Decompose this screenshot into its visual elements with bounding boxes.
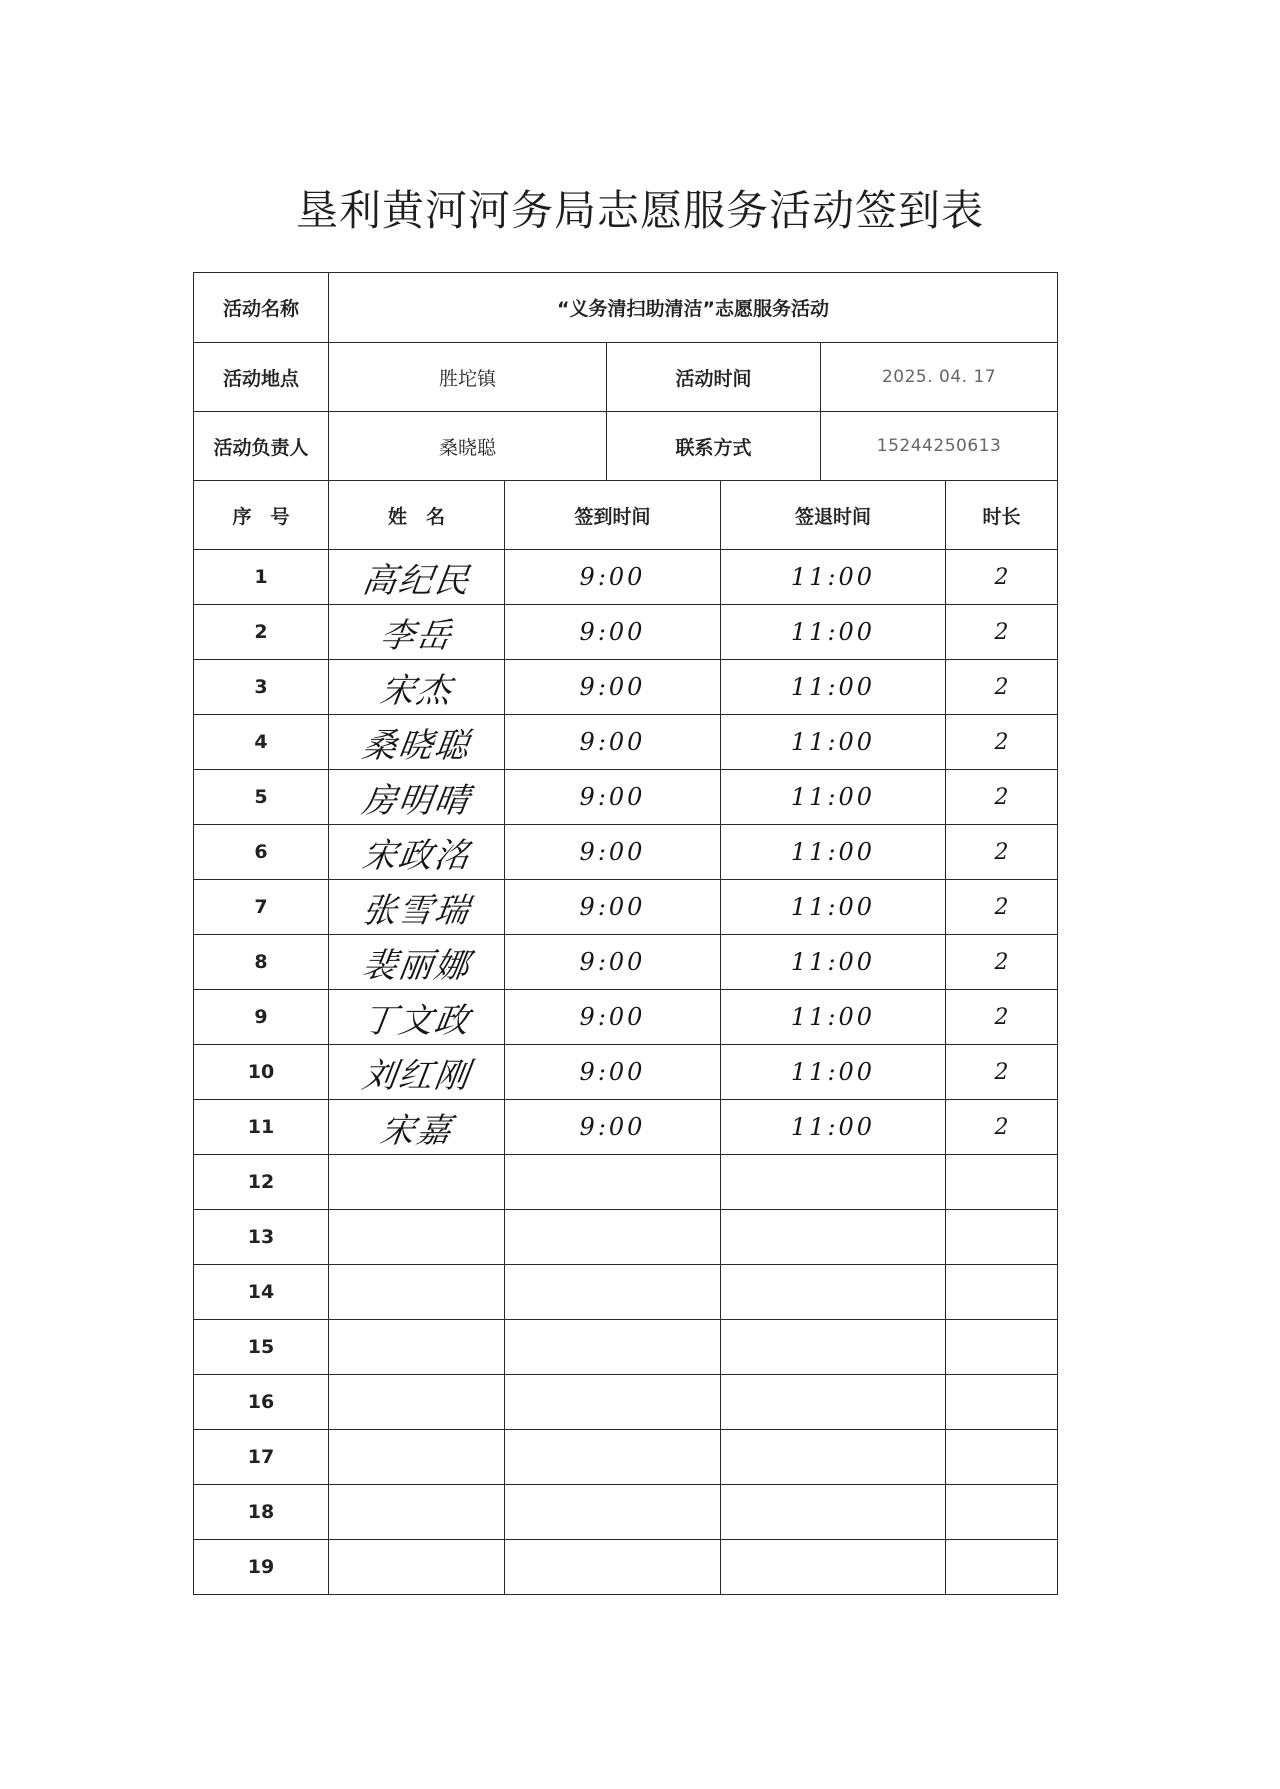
table-row <box>194 1265 1058 1320</box>
signout-time-cell-handwriting: 11:00 <box>790 838 876 866</box>
signin-time-cell <box>505 880 721 935</box>
table-row <box>194 1210 1058 1265</box>
seq-cell: 19 <box>194 1540 329 1595</box>
signin-time-cell <box>505 1210 721 1265</box>
leader-value: 桑晓聪 <box>329 412 607 481</box>
seq-cell: 16 <box>194 1375 329 1430</box>
signout-time-cell <box>721 1045 946 1100</box>
signin-time-cell <box>505 605 721 660</box>
column-header-row <box>194 481 1058 550</box>
signout-time-cell <box>721 770 946 825</box>
duration-cell <box>946 1210 1058 1265</box>
table-row <box>194 1485 1058 1540</box>
seq-cell: 7 <box>194 880 329 935</box>
signout-time-cell-handwriting: 11:00 <box>790 1003 876 1031</box>
table-row <box>194 935 1058 990</box>
signout-time-cell-handwriting: 11:00 <box>790 1113 876 1141</box>
duration-cell-handwriting: 2 <box>994 894 1009 920</box>
signout-time-cell <box>721 935 946 990</box>
signin-time-cell <box>505 935 721 990</box>
signin-time-cell-handwriting: 9:00 <box>579 893 646 921</box>
signout-time-cell <box>721 825 946 880</box>
name-cell <box>329 1485 505 1540</box>
activity-name-label: 活动名称 <box>194 273 329 343</box>
duration-cell-handwriting: 2 <box>994 784 1009 810</box>
table-row <box>194 1155 1058 1210</box>
seq-cell: 18 <box>194 1485 329 1540</box>
signout-time-cell <box>721 715 946 770</box>
signin-time-cell <box>505 660 721 715</box>
signout-time-cell-handwriting: 11:00 <box>790 728 876 756</box>
signout-time-cell <box>721 990 946 1045</box>
seq-cell: 3 <box>194 660 329 715</box>
signin-time-cell-handwriting: 9:00 <box>579 948 646 976</box>
signin-time-cell <box>505 1155 721 1210</box>
duration-cell-handwriting: 2 <box>994 839 1009 865</box>
activity-time-label: 活动时间 <box>607 343 821 412</box>
duration-cell <box>946 550 1058 605</box>
table-row <box>194 770 1058 825</box>
signin-time-cell-handwriting: 9:00 <box>579 618 646 646</box>
duration-cell <box>946 1430 1058 1485</box>
signin-time-cell-handwriting: 9:00 <box>579 673 646 701</box>
name-cell-handwriting: 宋杰 <box>377 670 455 711</box>
seq-cell: 8 <box>194 935 329 990</box>
signout-time-cell <box>721 1210 946 1265</box>
duration-cell-handwriting: 2 <box>994 1114 1009 1140</box>
activity-name-value: “义务清扫助清洁”志愿服务活动 <box>329 273 1058 343</box>
signout-time-cell-handwriting: 11:00 <box>790 673 876 701</box>
signout-time-cell <box>721 1540 946 1595</box>
signin-time-cell <box>505 1485 721 1540</box>
signout-time-cell-handwriting: 11:00 <box>790 893 876 921</box>
signout-time-cell-handwriting: 11:00 <box>790 618 876 646</box>
contact-value: 15244250613 <box>821 412 1058 481</box>
duration-cell <box>946 1540 1058 1595</box>
signout-time-cell <box>721 1155 946 1210</box>
duration-cell <box>946 1045 1058 1100</box>
name-cell <box>329 825 505 880</box>
signin-time-cell <box>505 550 721 605</box>
duration-cell-handwriting: 2 <box>994 564 1009 590</box>
table-row <box>194 1045 1058 1100</box>
table-row <box>194 660 1058 715</box>
name-cell-handwriting: 张雪瑞 <box>359 890 473 931</box>
duration-cell <box>946 715 1058 770</box>
duration-cell <box>946 1100 1058 1155</box>
name-cell-handwriting: 宋政洺 <box>359 835 473 876</box>
name-cell <box>329 1210 505 1265</box>
signin-time-cell <box>505 990 721 1045</box>
seq-cell: 10 <box>194 1045 329 1100</box>
duration-cell-handwriting: 2 <box>994 619 1009 645</box>
duration-cell <box>946 660 1058 715</box>
name-cell-handwriting: 宋嘉 <box>377 1110 455 1151</box>
leader-contact-row <box>194 412 1058 481</box>
duration-header: 时长 <box>946 481 1058 550</box>
table-row <box>194 1320 1058 1375</box>
table-row <box>194 550 1058 605</box>
seq-header: 序 号 <box>194 481 329 550</box>
name-cell <box>329 605 505 660</box>
name-cell <box>329 1155 505 1210</box>
signout-time-cell <box>721 660 946 715</box>
seq-cell: 5 <box>194 770 329 825</box>
signout-time-cell <box>721 1100 946 1155</box>
duration-cell <box>946 1320 1058 1375</box>
seq-cell: 15 <box>194 1320 329 1375</box>
duration-cell <box>946 990 1058 1045</box>
signout-time-cell <box>721 1375 946 1430</box>
signin-time-cell-handwriting: 9:00 <box>579 783 646 811</box>
signout-time-cell <box>721 605 946 660</box>
table-row <box>194 715 1058 770</box>
location-label: 活动地点 <box>194 343 329 412</box>
name-cell <box>329 660 505 715</box>
signout-time-cell-handwriting: 11:00 <box>790 1058 876 1086</box>
name-cell-handwriting: 桑晓聪 <box>359 725 473 766</box>
name-cell <box>329 1100 505 1155</box>
signout-time-cell <box>721 1485 946 1540</box>
signin-time-cell-handwriting: 9:00 <box>579 728 646 756</box>
name-cell <box>329 550 505 605</box>
seq-cell: 11 <box>194 1100 329 1155</box>
location-value: 胜坨镇 <box>329 343 607 412</box>
name-cell-handwriting: 高纪民 <box>359 560 473 601</box>
seq-cell: 2 <box>194 605 329 660</box>
signin-time-cell <box>505 715 721 770</box>
table-row <box>194 990 1058 1045</box>
signin-time-cell <box>505 1320 721 1375</box>
location-time-row <box>194 343 1058 412</box>
seq-cell: 14 <box>194 1265 329 1320</box>
duration-cell <box>946 880 1058 935</box>
duration-cell <box>946 1265 1058 1320</box>
signin-time-cell-handwriting: 9:00 <box>579 1058 646 1086</box>
name-cell <box>329 880 505 935</box>
name-cell-handwriting: 丁文政 <box>359 1000 473 1041</box>
name-cell <box>329 770 505 825</box>
duration-cell <box>946 1155 1058 1210</box>
table-row <box>194 1540 1058 1595</box>
name-cell <box>329 1320 505 1375</box>
table-row <box>194 1430 1058 1485</box>
signout-time-cell <box>721 550 946 605</box>
contact-label: 联系方式 <box>607 412 821 481</box>
name-cell-handwriting: 刘红刚 <box>359 1055 473 1096</box>
duration-cell-handwriting: 2 <box>994 949 1009 975</box>
name-cell <box>329 1430 505 1485</box>
duration-cell-handwriting: 2 <box>994 729 1009 755</box>
name-cell-handwriting: 房明晴 <box>359 780 473 821</box>
signin-sheet-table <box>193 272 1058 1595</box>
table-row <box>194 1100 1058 1155</box>
seq-cell: 4 <box>194 715 329 770</box>
name-cell <box>329 1540 505 1595</box>
table-row <box>194 880 1058 935</box>
signout-time-cell <box>721 880 946 935</box>
signin-time-cell <box>505 1265 721 1320</box>
duration-cell <box>946 935 1058 990</box>
signin-time-cell <box>505 1100 721 1155</box>
duration-cell <box>946 1375 1058 1430</box>
signout-time-header: 签退时间 <box>721 481 946 550</box>
name-cell <box>329 715 505 770</box>
signin-time-cell <box>505 1375 721 1430</box>
signin-time-cell <box>505 770 721 825</box>
signin-time-header: 签到时间 <box>505 481 721 550</box>
leader-label: 活动负责人 <box>194 412 329 481</box>
seq-cell: 12 <box>194 1155 329 1210</box>
page-title: 垦利黄河河务局志愿服务活动签到表 <box>295 186 984 235</box>
seq-cell: 9 <box>194 990 329 1045</box>
signout-time-cell-handwriting: 11:00 <box>790 563 876 591</box>
signout-time-cell <box>721 1320 946 1375</box>
name-cell <box>329 1045 505 1100</box>
name-cell <box>329 990 505 1045</box>
signin-time-cell-handwriting: 9:00 <box>579 1113 646 1141</box>
name-cell-handwriting: 裴丽娜 <box>359 945 473 986</box>
table-row <box>194 1375 1058 1430</box>
duration-cell <box>946 825 1058 880</box>
signout-time-cell-handwriting: 11:00 <box>790 948 876 976</box>
signout-time-cell-handwriting: 11:00 <box>790 783 876 811</box>
seq-cell: 17 <box>194 1430 329 1485</box>
name-cell-handwriting: 李岳 <box>377 615 455 656</box>
signin-time-cell-handwriting: 9:00 <box>579 838 646 866</box>
signin-time-cell <box>505 1045 721 1100</box>
seq-cell: 13 <box>194 1210 329 1265</box>
name-cell <box>329 1265 505 1320</box>
signin-time-cell-handwriting: 9:00 <box>579 563 646 591</box>
signin-time-cell-handwriting: 9:00 <box>579 1003 646 1031</box>
signout-time-cell <box>721 1430 946 1485</box>
duration-cell-handwriting: 2 <box>994 1004 1009 1030</box>
signout-time-cell <box>721 1265 946 1320</box>
duration-cell <box>946 770 1058 825</box>
name-header: 姓 名 <box>329 481 505 550</box>
name-cell <box>329 935 505 990</box>
duration-cell <box>946 605 1058 660</box>
seq-cell: 1 <box>194 550 329 605</box>
duration-cell-handwriting: 2 <box>994 1059 1009 1085</box>
table-row <box>194 605 1058 660</box>
seq-cell: 6 <box>194 825 329 880</box>
duration-cell <box>946 1485 1058 1540</box>
activity-name-row <box>194 273 1058 343</box>
activity-time-value: 2025. 04. 17 <box>821 343 1058 412</box>
table-row <box>194 825 1058 880</box>
signin-time-cell <box>505 1430 721 1485</box>
signin-time-cell <box>505 1540 721 1595</box>
name-cell <box>329 1375 505 1430</box>
duration-cell-handwriting: 2 <box>994 674 1009 700</box>
signin-time-cell <box>505 825 721 880</box>
